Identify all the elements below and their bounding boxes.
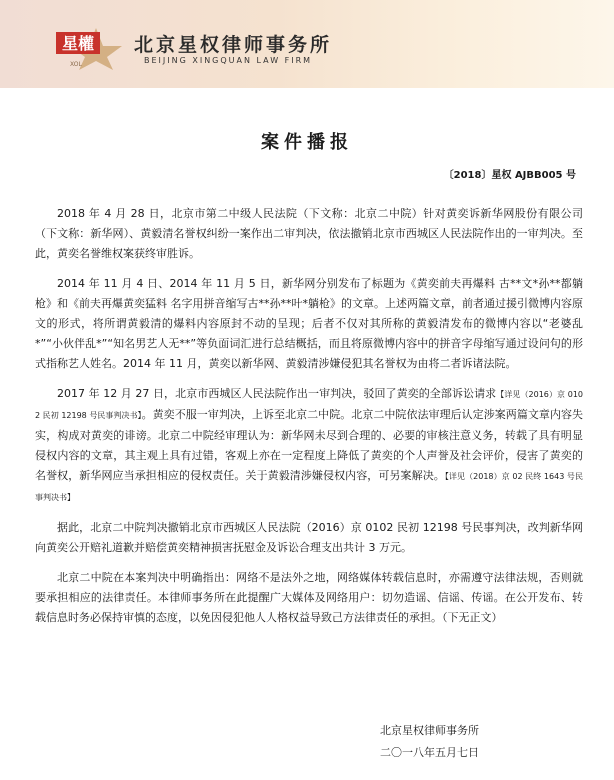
judgment-reference-1: 【详见（2016）京 0102 民初 12198 号民事判决书】	[35, 390, 584, 420]
paragraph-3-part-a: 2017 年 12 月 27 日，北京市西城区人民法院作出一审判决，驳回了黄奕的全部诉讼请求	[57, 387, 497, 400]
page-title: 案件播报	[261, 132, 353, 153]
firm-logo	[56, 26, 126, 70]
paragraph-3	[35, 384, 583, 508]
paragraph-2: 2014 年 11 月 4 日、2014 年 11 月 5 日，新华网分别发布了标题为《黄奕前夫再爆料 古**文*孙**都躺枪》和《前夫再爆黄奕猛料 名字用拼音缩写古**孙**叶*躺枪》的文章。上述两篇文章，前者通过援引微博内容原文的形式，将所谓黄毅清的爆料内容原封不动的呈现；后者不仅对其所称的黄毅清发布的微博内容以“老婆乱*”“小伙伴乱*”“知名男艺人无**”等负面词汇进行总结概括，而且将原微博内容中的拼音字母缩写通过设问句的形式指称艺人姓名。2014 年 11 月，黄奕以新华网、黄毅清涉嫌侵犯其名誉权为由将二者诉诸法院。	[35, 277, 583, 370]
logo-sub-text: XOL	[70, 61, 82, 68]
signature-firm: 北京星权律师事务所	[380, 724, 479, 737]
document-number: 〔2018〕星权 AJBB005 号	[443, 170, 576, 181]
paragraph-1: 2018 年 4 月 28 日，北京市第二中级人民法院（下文称：北京二中院）针对黄奕诉新华网股份有限公司（下文称：新华网）、黄毅清名誉权纠纷一案作出二审判决，依法撤销北京市西城区人民法院作出的一审判决。至此，黄奕名誉维权案获终审胜诉。	[35, 207, 583, 260]
firm-name-en: BEIJING XINGQUAN LAW FIRM	[144, 56, 313, 65]
signature-block	[380, 720, 479, 764]
firm-name-cn: 北京星权律师事务所	[134, 34, 333, 56]
document-body	[35, 204, 583, 638]
judgment-reference-2: 【详见（2018）京 02 民终 1643 号民事判决书】	[35, 472, 583, 502]
paragraph-5: 北京二中院在本案判决中明确指出：网络不是法外之地，网络媒体转载信息时，亦需遵守法律法规，否则就要承担相应的法律责任。本律师事务所在此提醒广大媒体及网络用户：切勿造谣、信谣、传谣。在公开发布、转载信息时务必保持审慎的态度，以免因侵犯他人人格权益导致己方法律责任的承担。（下无正文）	[35, 571, 583, 624]
paragraph-3-part-b: 。黄奕不服一审判决，上诉至北京二中院。北京二中院依法审理后认定涉案两篇文章内容失实，构成对黄奕的诽谤。北京二中院经审理认为：新华网未尽到合理的、必要的审核注意义务，转载了具有明显侵权内容的文章，其主观上具有过错，客观上亦在一定程度上降低了黄奕的个人声誉及社会评价，侵害了黄奕的名誉权，新华网应当承担相应的侵权责任。关于黄毅清涉嫌侵权内容，可另案解决。	[35, 408, 584, 482]
logo-mark-text: 星權	[61, 34, 95, 53]
paragraph-4: 据此，北京二中院判决撤销北京市西城区人民法院（2016）京 0102 民初 12198 号民事判决，改判新华网向黄奕公开赔礼道歉并赔偿黄奕精神损害抚慰金及诉讼合理支出共计 3 万元。	[35, 521, 583, 554]
letterhead	[0, 0, 614, 88]
signature-date: 二〇一八年五月七日	[380, 746, 479, 759]
